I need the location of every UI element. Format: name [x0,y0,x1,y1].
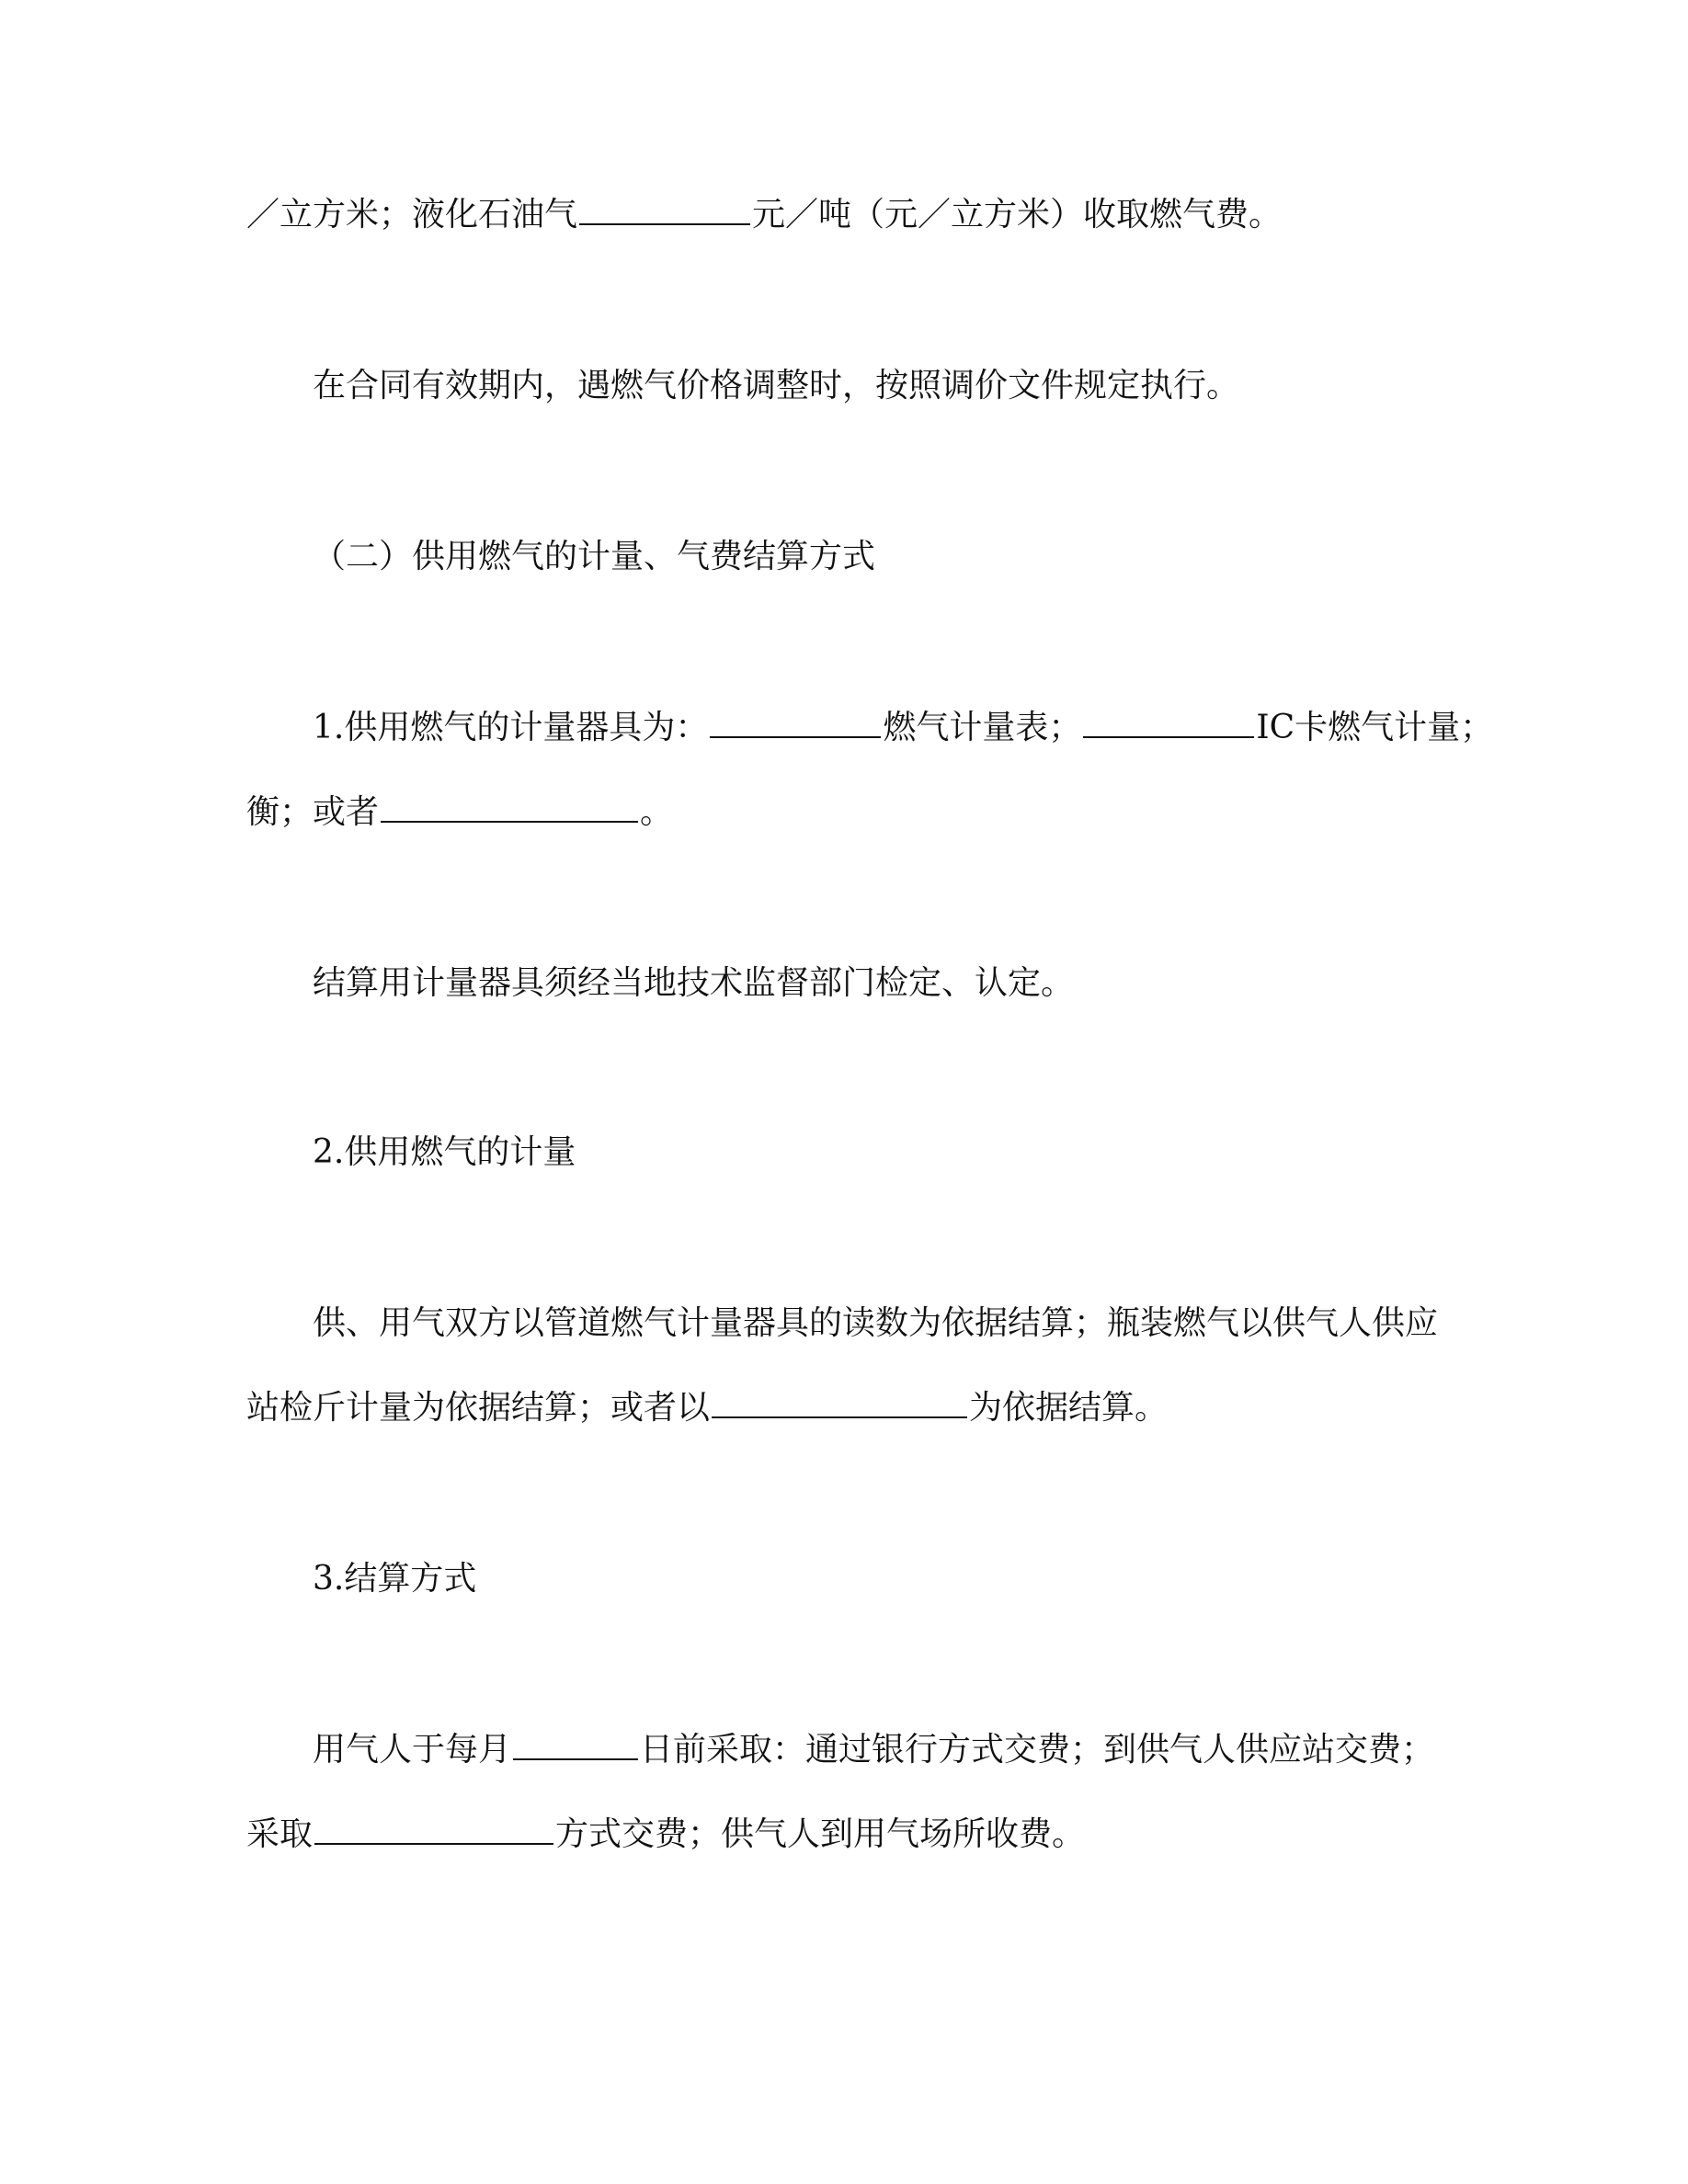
settlement-basis-blank[interactable] [712,1389,967,1418]
gas-price-text-2: 元／吨（元／立方米）收取燃气费。 [752,196,1283,233]
item1-text-1: 1.供用燃气的计量器具为： [313,709,709,746]
gas-price-line [246,195,1282,235]
item2-line2 [246,1388,1168,1428]
item2-line1: 供、用气双方以管道燃气计量器具的读数为依据结算；瓶装燃气以供气人供应 [313,1304,1439,1342]
item3-text-3: 采取 [246,1815,314,1853]
item3-text-4: 方式交费；供气人到用气场所收费。 [555,1815,1086,1853]
price-adjustment-paragraph: 在合同有效期内，遇燃气价格调整时，按照调价文件规定执行。 [313,367,1240,404]
item3-text-2: 日前采取：通过银行方式交费；到供气人供应站交费； [640,1731,1435,1769]
item1-text-3: IC卡燃气计量； [1256,709,1494,746]
meter-type-blank-1[interactable] [710,709,881,738]
other-meter-blank[interactable] [381,793,638,823]
payment-day-blank[interactable] [513,1731,638,1760]
item1-text-2: 燃气计量表； [883,709,1082,746]
gas-price-text-1: ／立方米；液化石油气 [246,196,578,233]
item2-text-1: 站检斤计量为依据结算；或者以 [246,1389,711,1427]
meter-certification-note: 结算用计量器具须经当地技术监督部门检定、认定。 [313,964,1075,1002]
meter-type-blank-2[interactable] [1083,709,1254,738]
item3-line2 [246,1814,1085,1855]
item3-heading: 3.结算方式 [313,1560,477,1598]
item1-text-5: 。 [640,793,674,831]
payment-method-blank[interactable] [314,1815,553,1845]
item1-line1 [313,708,1493,748]
item2-text-2: 为依据结算。 [969,1389,1169,1427]
section-heading-metering: （二）供用燃气的计量、气费结算方式 [313,538,876,575]
item1-line2 [246,792,673,833]
item1-text-4: 衡；或者 [246,793,380,831]
lpg-price-blank[interactable] [579,196,750,225]
item3-text-1: 用气人于每月 [313,1731,512,1769]
item3-line1 [313,1730,1434,1770]
item2-heading: 2.供用燃气的计量 [313,1133,576,1171]
